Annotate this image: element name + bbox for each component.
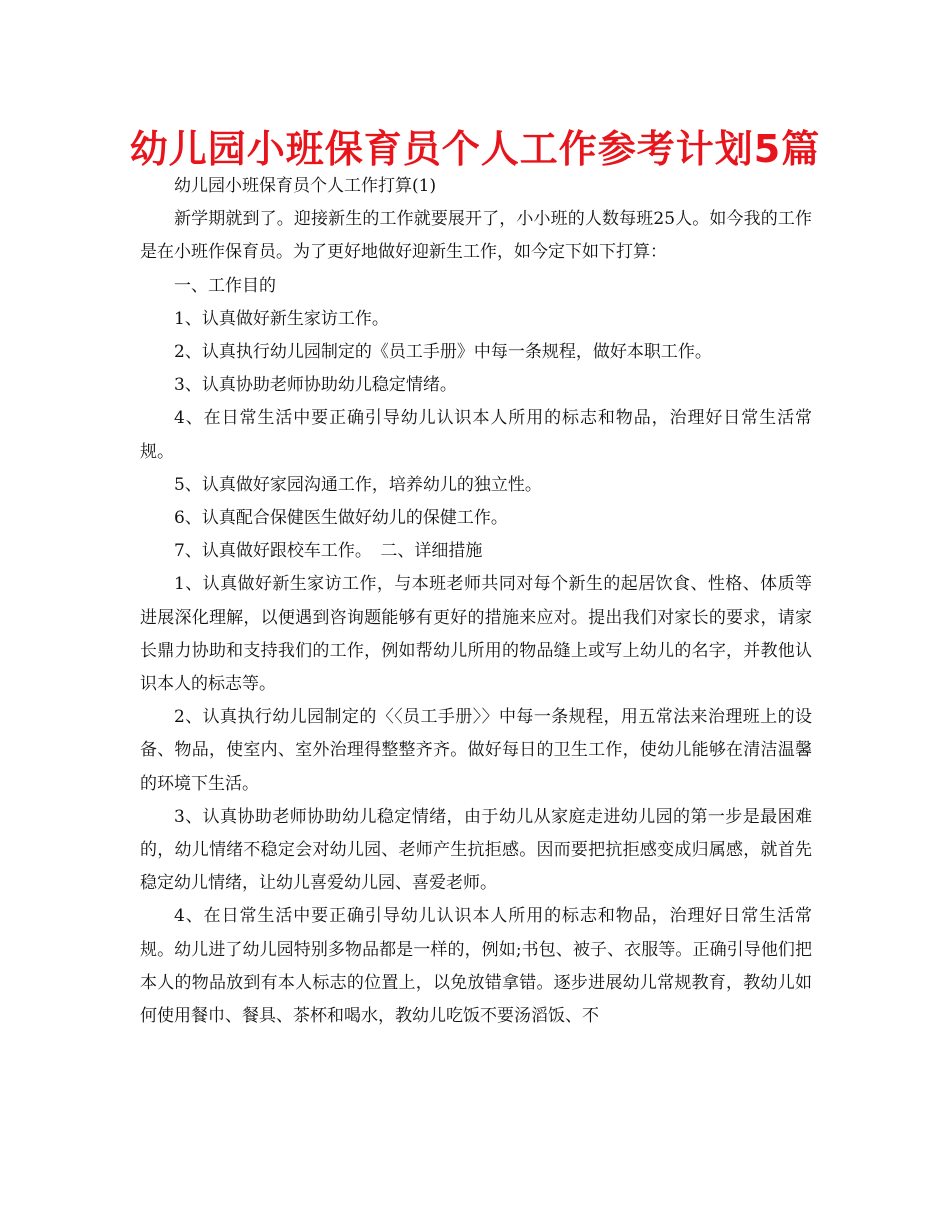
measure-item-2: 2、认真执行幼儿园制定的〈〈员工手册〉〉中每一条规程，用五常法来治理班上的设备、物品，使室内、室外治理得整整齐齐。做好每日的卫生工作，使幼儿能够在清洁温馨的环境下生活。 bbox=[140, 707, 812, 794]
goal-item-7: 7、认真做好跟校车工作。 二、详细措施 bbox=[174, 541, 483, 562]
goal-item-3: 3、认真协助老师协助幼儿稳定情绪。 bbox=[174, 375, 457, 396]
goal-item-6: 6、认真配合保健医生做好幼儿的保健工作。 bbox=[174, 508, 508, 529]
subtitle-paragraph: 幼儿园小班保育员个人工作打算(1) bbox=[174, 176, 437, 196]
goal-item-4: 4、在日常生活中要正确引导幼儿认识本人所用的标志和物品，治理好日常生活常规。 bbox=[140, 408, 812, 462]
document-body bbox=[140, 170, 812, 1033]
measure-item-3: 3、认真协助老师协助幼儿稳定情绪，由于幼儿从家庭走进幼儿园的第一步是最困难的，幼儿情绪不稳定会对幼儿园、老师产生抗拒感。因而要把抗拒感变成归属感，就首先稳定幼儿情绪，让幼儿喜爱幼儿园、喜爱老师。 bbox=[140, 806, 812, 894]
document-title: 幼儿园小班保育员个人工作参考计划5篇 bbox=[129, 127, 821, 171]
goal-item-5: 5、认真做好家园沟通工作，培养幼儿的独立性。 bbox=[174, 474, 542, 495]
section-heading-goals: 一、工作目的 bbox=[174, 275, 276, 296]
measure-item-4: 4、在日常生活中要正确引导幼儿认识本人所用的标志和物品，治理好日常生活常规。幼儿进了幼儿园特别多物品都是一样的，例如;书包、被子、衣服等。正确引导他们把本人的物品放到有本人标志的位置上，以免放错拿错。逐步进展幼儿常规教育，教幼儿如何使用餐巾、餐具、茶杯和喝水，教幼儿吃饭不要汤滔饭、不 bbox=[140, 906, 812, 1027]
goal-item-2: 2、认真执行幼儿园制定的《员工手册》中每一条规程，做好本职工作。 bbox=[174, 342, 712, 363]
goal-item-1: 1、认真做好新生家访工作。 bbox=[174, 308, 389, 329]
intro-paragraph: 新学期就到了。迎接新生的工作就要展开了，小小班的人数每班25人。如今我的工作是在小班作保育员。为了更好地做好迎新生工作，如今定下如下打算： bbox=[140, 209, 812, 263]
measure-item-1: 1、认真做好新生家访工作，与本班老师共同对每个新生的起居饮食、性格、体质等进展深化理解，以便遇到咨询题能够有更好的措施来应对。提出我们对家长的要求，请家长鼎力协助和支持我们的工作，例如帮幼儿所用的物品缝上或写上幼儿的名字，并教他认识本人的标志等。 bbox=[140, 574, 812, 695]
